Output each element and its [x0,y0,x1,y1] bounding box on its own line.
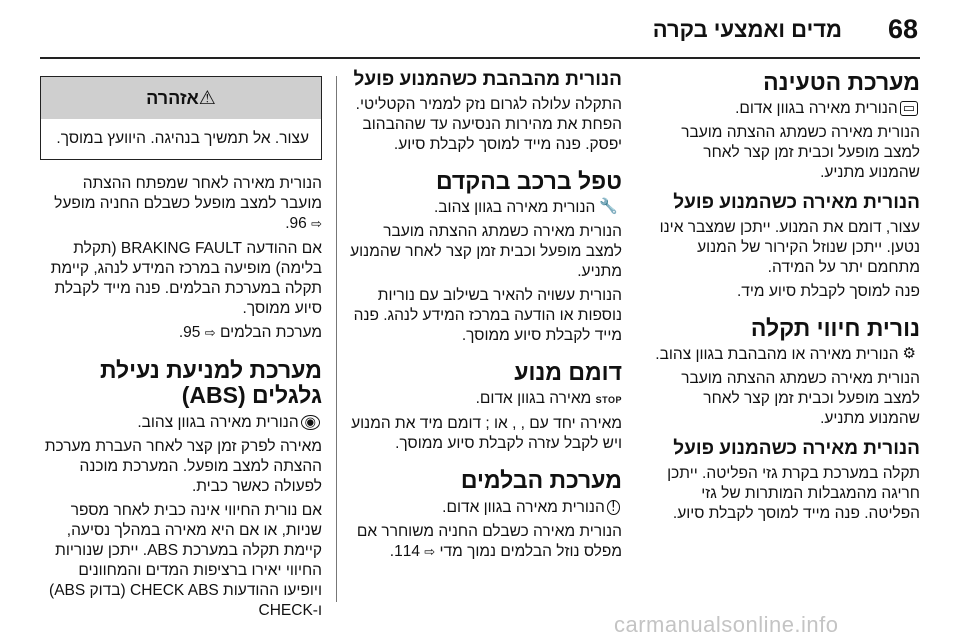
service-p2: הנורית מאירה כשמתג ההצתה מועבר למצב מופעל וכבית זמן קצר לאחר שהמנוע מתניע. [350,223,622,281]
abs-icon: ◉ [301,415,320,430]
brake-p1: !הנורית מאירה בגוון אדום. [350,498,622,518]
header-rule [40,57,920,59]
service-p3: הנורית עשויה להאיר בשילוב עם נוריות נוספות או הודעה במרכז המידע לנהג. פנה מייד לקבלת סיוע ממוסך. [353,287,622,345]
stop-icon: STOP [595,395,622,406]
service-p1: 🔧הנורית מאירה בגוון צהוב. [433,197,618,217]
flashing-p1: התקלה עלולה לגרום נזק לממיר הקטליטי. הפחת את מהירות הנסיעה עד שההבהוב יפסק. פנה מייד למוסך לקבלת סיוע. [355,95,622,153]
warning-heading: ⚠אזהרה [41,77,321,119]
service-title: טפל ברכב בהקדם [435,167,622,194]
engine-check-icon: ⚙ [902,344,916,363]
brake-p2: הנורית מאירה כשבלם החניה משוחרר אם מפלס נוזל הבלמים נמוך מדי ⇨ 114. [356,522,622,560]
middle-column [350,70,622,567]
wrench-icon: 🔧 [599,197,618,216]
malfunction-title: נורית חיווי תקלה [750,315,920,342]
warning-box [40,76,322,160]
brake-page-ref: 114 [394,542,420,560]
warning-body [41,119,321,159]
warning-text: עצור. אל תמשיך בנהיגה. היוועץ במוסך. [56,130,309,147]
left-p1-page-ref: 96 [289,215,307,232]
page-ref-arrow-icon: ⇨ [424,544,436,560]
stop-p1: STOP מאירה בגוון אדום. [475,390,622,408]
flashing-title: הנורית מהבהבת כשהמנוע פועל [353,69,622,90]
stop-p2: מאירה יחד עם , , או ; דומם מיד את המנוע ויש לקבל עזרה לקבלת סיוע ממוסך. [351,415,622,453]
page-header [0,0,960,58]
left-column [40,70,322,625]
page-ref-arrow-icon: ⇨ [204,326,216,341]
running-title: מדים ואמצעי בקרה [652,17,842,42]
left-p1: הנורית מאירה לאחר שמפתח ההצתה מועבר למצב מופעל כשבלם החניה מופעל ⇨ 96. [54,175,322,232]
malfunction-subtitle: הנורית מאירה כשהמנוע פועל [673,438,920,460]
warning-triangle-icon: ⚠ [198,87,216,109]
abs-p2: מאירה לפרק זמן קצר לאחר העברת מערכת ההצתה למצב מופעל. המערכת מוכנה לפעולה כאשר כבית. [44,437,322,495]
right-column [650,70,920,528]
left-p3: מערכת הבלמים ⇨ 95. [178,324,322,341]
abs-p3: אם נורית החיווי אינה כבית לאחר מספר שניות, או אם היא מאירה במהלך נסיעה, קיימת תקלה במערכת ABS. ייתכן שנוריות החיווי יאירו ברציפות המדים והמחוונים ויופיעו ההודעות CHECK ABS (בדוק ABS) ו-CHECK [49,501,322,619]
left-p3-page-ref: 95 [183,324,201,341]
malfunction-p1: ⚙הנורית מאירה או מהבהבת בגוון צהוב. [655,344,916,364]
battery-icon: ▭ [900,101,918,116]
watermark: carmanualsonline.info [614,612,839,637]
malfunction-p2: הנורית מאירה כשמתג ההצתה מועבר למצב מופעל וכבית זמן קצר לאחר שהמנוע מתניע. [681,370,920,428]
stop-engine-title: דומם מנוע [514,359,622,386]
page-ref-arrow-icon: ⇨ [311,217,322,232]
column-divider [336,76,337,602]
charging-p2: הנורית מאירה כשמתג ההצתה מועבר למצב מופעל וכבית זמן קצר לאחר שהמנוע מתניע. [681,124,920,182]
charging-p3: עצור, דומם את המנוע. ייתכן שמצבר אינו נטען. ייתכן שנוזל הקירור של המנוע מתחמם יתר על המידה. [659,219,920,277]
brake-warning-icon: ! [607,500,620,515]
charging-subtitle: הנורית מאירה כשהמנוע פועל [673,192,920,214]
charging-p4: פנה למוסך לקבלת סיוע מיד. [737,283,920,301]
charging-p1: ▭הנורית מאירה בגוון אדום. [650,99,920,119]
abs-p1: ◉הנורית מאירה בגוון צהוב. [40,413,322,433]
charging-system-title: מערכת הטעינה [763,69,920,95]
left-p2: אם ההודעה BRAKING FAULT (תקלת בלימה) מופיעה במרכז המידע לנהג, קיימת תקלה במערכת הבלמים. פנה מייד לקבלת סיוע ממוסך. [50,240,322,317]
abs-title: מערכת למניעת נעילת גלגלים (ABS) [99,357,322,409]
brake-system-title: מערכת הבלמים [460,467,622,494]
malfunction-p3: תקלה במערכת בקרת גזי הפליטה. ייתכן חריגה מהמגבלות המותרות של גזי הפליטה. פנה מייד למוסך לקבלת סיוע. [667,465,920,523]
page-number: 68 [887,14,918,44]
